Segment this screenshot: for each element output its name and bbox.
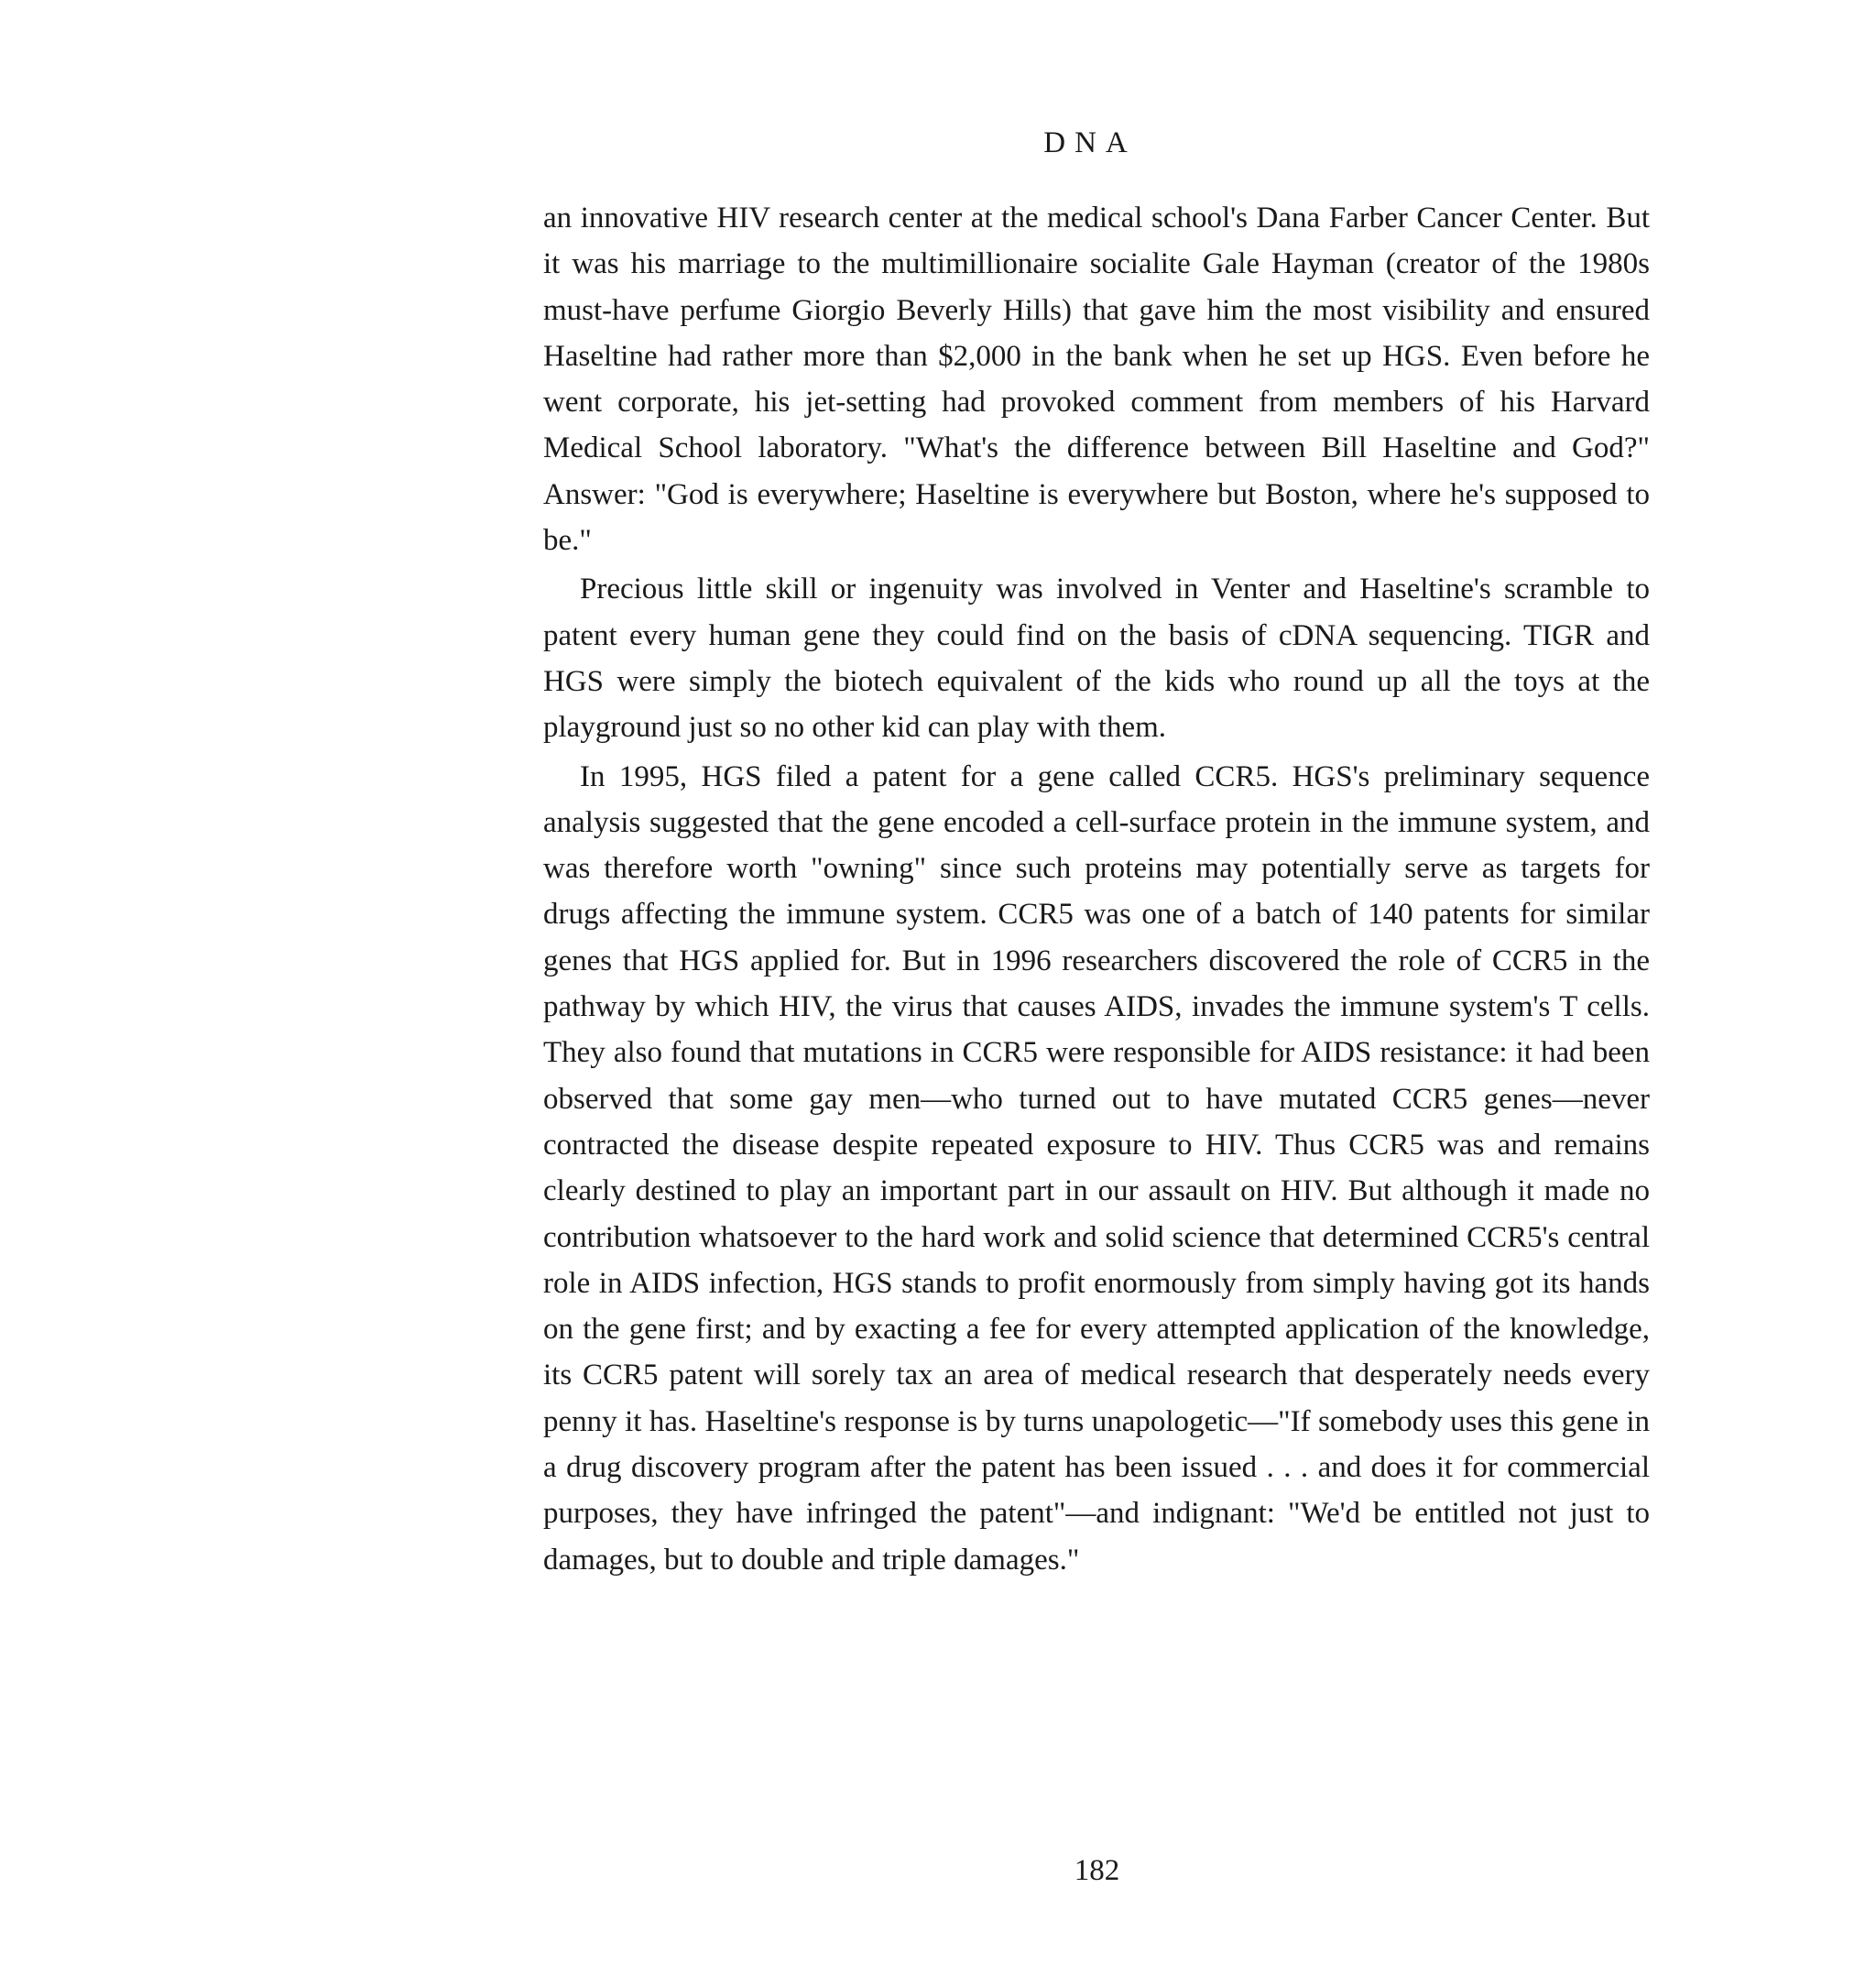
running-head: DNA (1043, 126, 1137, 159)
paragraph-continued: an innovative HIV research center at the medical school's Dana Farber Cancer Center. But it was his marriage to the multimillionaire socialite Gale Hayman (creator of the 1980s must-have perfume Giorgio Beverly Hills) that gave him the most visibility and ensured Haseltine had rather more than $2,000 in the bank when he set up HGS. Even before he went corporate, his jet-setting had provoked comment from members of his Harvard Medical School laboratory. "What's the difference between Bill Haseltine and God?" Answer: "God is everywhere; Haseltine is everywhere but Boston, where he's supposed to be." (543, 202, 1650, 558)
page-number: 182 (1074, 1854, 1120, 1887)
body-text (543, 195, 1650, 1586)
paragraph: In 1995, HGS filed a patent for a gene called CCR5. HGS's preliminary sequence analysis suggested that the gene encoded a cell-surface protein in the immune system, and was therefore worth "owning" since such proteins may potentially serve as targets for drugs affecting the immune system. CCR5 was one of a batch of 140 patents for similar genes that HGS applied for. But in 1996 researchers discovered the role of CCR5 in the pathway by which HIV, the virus that causes AIDS, invades the immune system's T cells. They also found that mutations in CCR5 were responsible for AIDS resistance: it had been observed that some gay men—who turned out to have mutated CCR5 genes—never contracted the disease despite repeated exposure to HIV. Thus CCR5 was and remains clearly destined to play an important part in our assault on HIV. But although it made no contribution whatsoever to the hard work and solid science that determined CCR5's central role in AIDS infection, HGS stands to profit enormously from simply having got its hands on the gene first; and by exacting a fee for every attempted application of the knowledge, its CCR5 patent will sorely tax an area of medical research that desperately needs every penny it has. Haseltine's response is by turns unapologetic—"If somebody uses this gene in a drug discovery program after the patent has been issued . . . and does it for commercial purposes, they have infringed the patent"—and indignant: "We'd be entitled not just to damages, but to double and triple damages." (543, 759, 1650, 1577)
paragraph: Precious little skill or ingenuity was involved in Venter and Haseltine's scramble to patent every human gene they could find on the basis of cDNA sequencing. TIGR and HGS were simply the biotech equivalent of the kids who round up all the toys at the playground just so no other kid can play with them. (543, 573, 1650, 745)
